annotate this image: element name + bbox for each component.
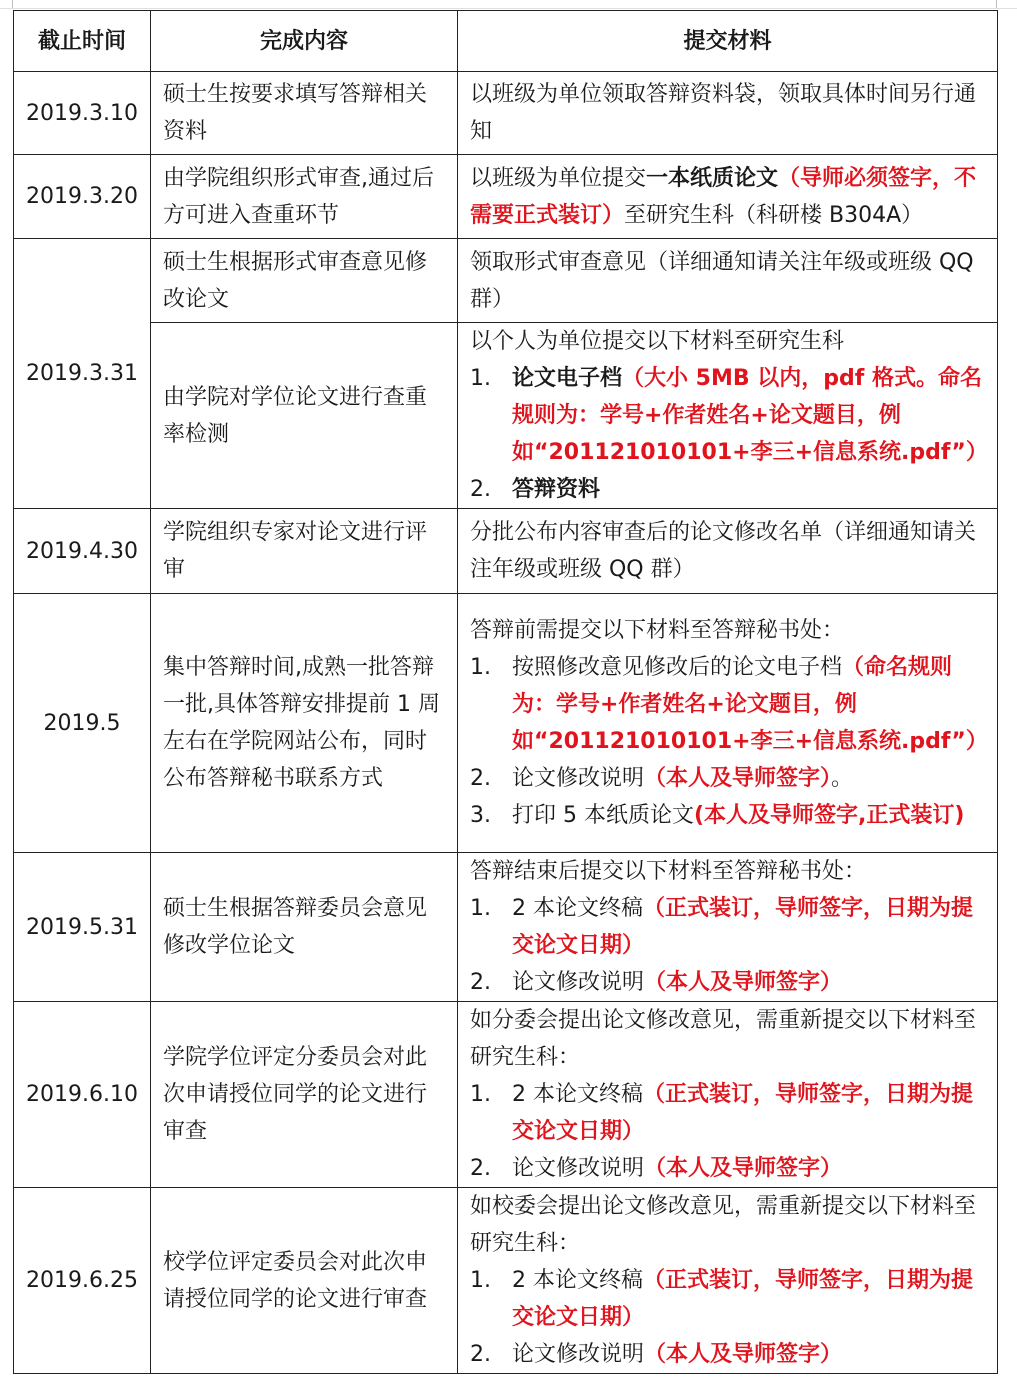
material-intro: 如校委会提出论文修改意见，需重新提交以下材料至研究生科： bbox=[470, 1194, 977, 1256]
list-item bbox=[470, 471, 985, 508]
item-number: 3. bbox=[470, 803, 491, 828]
material-intro: 答辩前需提交以下材料至答辩秘书处： bbox=[470, 618, 845, 643]
item-text: 2 本论文终稿 bbox=[512, 1082, 643, 1107]
materials-cell: 领取形式审查意见（详细通知请关注年级或班级 QQ 群） bbox=[458, 239, 998, 323]
item-number: 1. bbox=[470, 655, 491, 680]
materials-cell bbox=[458, 155, 998, 239]
item-note-red: （正式装订，导师签字，日期为提交论文日期） bbox=[512, 896, 974, 958]
item-note-red: （本人及导师签字） bbox=[644, 766, 832, 791]
item-number: 2. bbox=[470, 1156, 491, 1181]
list-item bbox=[470, 890, 985, 964]
materials-cell bbox=[458, 323, 998, 509]
margin-tick-right bbox=[996, 0, 997, 8]
item-number: 2. bbox=[470, 970, 491, 995]
item-number: 1. bbox=[470, 896, 491, 921]
table-row bbox=[14, 853, 998, 1002]
material-intro: 如分委会提出论文修改意见，需重新提交以下材料至研究生科： bbox=[470, 1008, 977, 1070]
item-note-red: （本人及导师签字） bbox=[644, 970, 843, 995]
item-note-red: （正式装订，导师签字，日期为提交论文日期） bbox=[512, 1268, 974, 1330]
table-row bbox=[14, 323, 998, 509]
table-row bbox=[14, 594, 998, 853]
table-header-row bbox=[14, 11, 998, 72]
list-item bbox=[470, 964, 985, 1001]
item-text: 2 本论文终稿 bbox=[512, 896, 643, 921]
task-cell: 硕士生按要求填写答辩相关资料 bbox=[151, 72, 458, 155]
deadline-cell: 2019.5.31 bbox=[14, 853, 151, 1002]
item-bold: 答辩资料 bbox=[512, 477, 601, 502]
item-number: 2. bbox=[470, 1342, 491, 1367]
deadline-cell: 2019.4.30 bbox=[14, 509, 151, 594]
table-row bbox=[14, 239, 998, 323]
page-top-margin bbox=[0, 0, 1017, 9]
materials-cell bbox=[458, 1002, 998, 1188]
item-text: 论文修改说明 bbox=[512, 970, 645, 995]
materials-cell bbox=[458, 1188, 998, 1374]
item-note-red: （命名规则为：学号+作者姓名+论文题目，例如“201121010101+李三+信息系统.pdf”） bbox=[512, 655, 988, 754]
list-item bbox=[470, 1076, 985, 1150]
item-text: 按照修改意见修改后的论文电子档 bbox=[512, 655, 843, 680]
table-row bbox=[14, 1188, 998, 1374]
list-item bbox=[470, 797, 985, 834]
deadline-cell: 2019.3.31 bbox=[14, 239, 151, 509]
item-text: 论文修改说明 bbox=[512, 1342, 645, 1367]
task-cell: 学院组织专家对论文进行评审 bbox=[151, 509, 458, 594]
item-note-red: (本人及导师签字,正式装订) bbox=[693, 803, 965, 828]
header-materials: 提交材料 bbox=[458, 11, 998, 72]
materials-cell: 分批公布内容审查后的论文修改名单（详细通知请关注年级或班级 QQ 群） bbox=[458, 509, 998, 594]
list-item bbox=[470, 1150, 985, 1187]
item-text: 打印 5 本纸质论文 bbox=[512, 803, 694, 828]
task-cell: 校学位评定委员会对此次申请授位同学的论文进行审查 bbox=[151, 1188, 458, 1374]
material-note-red: （导师必须签字，不需要正式装订） bbox=[470, 165, 977, 228]
list-item bbox=[470, 760, 985, 797]
item-text: 论文修改说明 bbox=[512, 1156, 645, 1181]
list-item bbox=[470, 649, 988, 760]
material-text: 至研究生科（科研楼 B304A） bbox=[624, 202, 924, 228]
materials-cell bbox=[458, 853, 998, 1002]
item-number: 1. bbox=[470, 366, 491, 391]
deadline-cell: 2019.6.10 bbox=[14, 1002, 151, 1188]
item-note-red: （大小 5MB 以内，pdf 格式。命名规则为：学号+作者姓名+论文题目，例如“201121010101+李三+信息系统.pdf”） bbox=[512, 366, 988, 465]
deadline-cell: 2019.3.20 bbox=[14, 155, 151, 239]
materials-cell bbox=[458, 594, 998, 853]
table-row bbox=[14, 155, 998, 239]
item-number: 2. bbox=[470, 477, 491, 502]
item-number: 1. bbox=[470, 1268, 491, 1293]
task-cell: 由学院组织形式审查,通过后方可进入查重环节 bbox=[151, 155, 458, 239]
header-task: 完成内容 bbox=[151, 11, 458, 72]
deadline-cell: 2019.3.10 bbox=[14, 72, 151, 155]
task-cell: 学院学位评定分委员会对此次申请授位同学的论文进行审查 bbox=[151, 1002, 458, 1188]
table-row bbox=[14, 509, 998, 594]
item-text: 2 本论文终稿 bbox=[512, 1268, 643, 1293]
task-cell: 硕士生根据形式审查意见修改论文 bbox=[151, 239, 458, 323]
material-intro: 以个人为单位提交以下材料至研究生科 bbox=[470, 329, 845, 354]
table-row bbox=[14, 72, 998, 155]
list-item bbox=[470, 1336, 985, 1373]
materials-cell: 以班级为单位领取答辩资料袋，领取具体时间另行通知 bbox=[458, 72, 998, 155]
item-number: 1. bbox=[470, 1082, 491, 1107]
item-note-red: （本人及导师签字） bbox=[644, 1156, 843, 1181]
item-note-red: （正式装订，导师签字，日期为提交论文日期） bbox=[512, 1082, 974, 1144]
list-item bbox=[470, 360, 988, 471]
item-text: 论文修改说明 bbox=[512, 766, 645, 791]
item-number: 2. bbox=[470, 766, 491, 791]
item-text-after: 。 bbox=[831, 766, 854, 791]
material-intro: 答辩结束后提交以下材料至答辩秘书处： bbox=[470, 859, 867, 884]
item-note-red: （本人及导师签字） bbox=[644, 1342, 843, 1367]
material-text: 以班级为单位提交 bbox=[470, 165, 647, 191]
deadline-cell: 2019.6.25 bbox=[14, 1188, 151, 1374]
task-cell: 由学院对学位论文进行查重率检测 bbox=[151, 323, 458, 509]
schedule-table bbox=[13, 10, 998, 1374]
task-cell: 硕士生根据答辩委员会意见修改学位论文 bbox=[151, 853, 458, 1002]
material-emphasis: 一本纸质论文 bbox=[646, 165, 779, 191]
list-item bbox=[470, 1262, 985, 1336]
item-bold: 论文电子档 bbox=[512, 366, 623, 391]
task-cell: 集中答辩时间,成熟一批答辩一批,具体答辩安排提前 1 周左右在学院网站公布，同时公布答辩秘书联系方式 bbox=[151, 594, 458, 853]
margin-tick-left bbox=[12, 0, 13, 8]
deadline-cell: 2019.5 bbox=[14, 594, 151, 853]
table-row bbox=[14, 1002, 998, 1188]
header-deadline: 截止时间 bbox=[14, 11, 151, 72]
